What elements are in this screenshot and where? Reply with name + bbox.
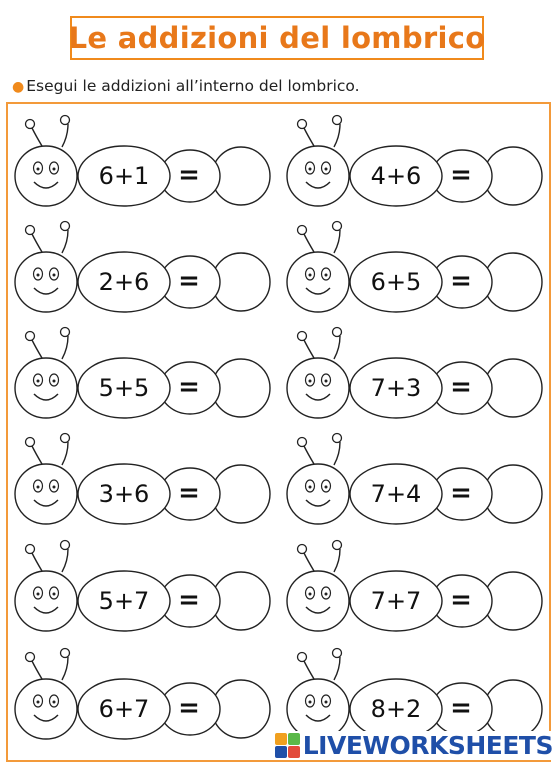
antenna-tip bbox=[333, 649, 342, 658]
answer-input[interactable] bbox=[212, 256, 270, 308]
answer-input[interactable] bbox=[212, 575, 270, 627]
antenna-tip bbox=[61, 222, 70, 231]
pupil bbox=[37, 486, 40, 489]
antenna-tip bbox=[333, 222, 342, 231]
logo-block bbox=[275, 746, 287, 758]
antenna bbox=[62, 549, 68, 572]
addition-operation: 5+7 bbox=[98, 587, 150, 615]
answer-input[interactable] bbox=[484, 256, 542, 308]
pupil bbox=[325, 168, 328, 171]
equals-sign: = bbox=[178, 266, 200, 296]
logo-text: LIVEWORKSHEETS bbox=[302, 731, 553, 760]
pupil bbox=[53, 486, 56, 489]
answer-input[interactable] bbox=[212, 150, 270, 202]
equals-sign: = bbox=[178, 160, 200, 190]
antenna bbox=[32, 340, 42, 358]
antenna bbox=[304, 340, 314, 358]
equals-sign: = bbox=[178, 372, 200, 402]
pupil bbox=[325, 486, 328, 489]
worm-head bbox=[287, 679, 349, 739]
antenna-tip bbox=[26, 226, 35, 235]
answer-input[interactable] bbox=[484, 150, 542, 202]
addition-operation: 7+3 bbox=[370, 374, 422, 402]
pupil bbox=[53, 380, 56, 383]
antenna-tip bbox=[298, 438, 307, 447]
answer-input[interactable] bbox=[484, 683, 542, 735]
antenna-tip bbox=[333, 434, 342, 443]
pupil bbox=[37, 168, 40, 171]
pupil bbox=[53, 168, 56, 171]
addition-operation: 7+7 bbox=[370, 587, 422, 615]
liveworksheets-logo bbox=[273, 731, 553, 760]
antenna-tip bbox=[26, 332, 35, 341]
equals-sign: = bbox=[450, 160, 472, 190]
pupil bbox=[325, 274, 328, 277]
page-title: Le addizioni del lombrico bbox=[68, 21, 486, 55]
answer-input[interactable] bbox=[212, 468, 270, 520]
antenna-tip bbox=[26, 120, 35, 129]
antenna bbox=[32, 234, 42, 252]
pupil bbox=[53, 274, 56, 277]
antenna-tip bbox=[298, 226, 307, 235]
logo-block bbox=[288, 746, 300, 758]
pupil bbox=[325, 380, 328, 383]
pupil bbox=[325, 701, 328, 704]
antenna bbox=[32, 128, 42, 146]
antenna-tip bbox=[333, 116, 342, 125]
instruction-text: Esegui le addizioni all’interno del lombrico. bbox=[26, 77, 360, 95]
antenna bbox=[304, 553, 314, 571]
antenna bbox=[334, 336, 340, 359]
worm-head bbox=[15, 571, 77, 631]
addition-operation: 8+2 bbox=[370, 695, 422, 723]
worm-head bbox=[15, 252, 77, 312]
antenna bbox=[334, 230, 340, 253]
antenna-tip bbox=[61, 328, 70, 337]
antenna-tip bbox=[298, 653, 307, 662]
pupil bbox=[37, 274, 40, 277]
antenna bbox=[62, 230, 68, 253]
pupil bbox=[309, 274, 312, 277]
antenna-tip bbox=[298, 332, 307, 341]
answer-input[interactable] bbox=[484, 468, 542, 520]
addition-operation: 5+5 bbox=[98, 374, 150, 402]
pupil bbox=[37, 593, 40, 596]
antenna-tip bbox=[26, 545, 35, 554]
worm-head bbox=[287, 464, 349, 524]
bullet-icon: ● bbox=[12, 79, 25, 95]
antenna-tip bbox=[61, 434, 70, 443]
equals-sign: = bbox=[178, 693, 200, 723]
pupil bbox=[309, 380, 312, 383]
antenna bbox=[304, 661, 314, 679]
antenna-tip bbox=[298, 545, 307, 554]
antenna-tip bbox=[61, 649, 70, 658]
worm-head bbox=[287, 252, 349, 312]
equals-sign: = bbox=[450, 372, 472, 402]
addition-operation: 4+6 bbox=[370, 162, 422, 190]
equals-sign: = bbox=[450, 478, 472, 508]
antenna-tip bbox=[298, 120, 307, 129]
antenna-tip bbox=[333, 328, 342, 337]
equals-sign: = bbox=[450, 266, 472, 296]
pupil bbox=[325, 593, 328, 596]
pupil bbox=[309, 701, 312, 704]
antenna bbox=[334, 124, 340, 147]
pupil bbox=[37, 701, 40, 704]
antenna bbox=[62, 124, 68, 147]
equals-sign: = bbox=[450, 585, 472, 615]
answer-input[interactable] bbox=[484, 362, 542, 414]
pupil bbox=[309, 168, 312, 171]
pupil bbox=[309, 593, 312, 596]
antenna-tip bbox=[333, 541, 342, 550]
antenna bbox=[32, 553, 42, 571]
answer-input[interactable] bbox=[212, 683, 270, 735]
equals-sign: = bbox=[178, 478, 200, 508]
equals-sign: = bbox=[178, 585, 200, 615]
antenna bbox=[304, 128, 314, 146]
pupil bbox=[309, 486, 312, 489]
antenna bbox=[304, 234, 314, 252]
antenna-tip bbox=[26, 438, 35, 447]
worm-head bbox=[287, 146, 349, 206]
worm-head bbox=[287, 358, 349, 418]
equals-sign: = bbox=[450, 693, 472, 723]
addition-operation: 6+7 bbox=[98, 695, 150, 723]
antenna bbox=[32, 661, 42, 679]
addition-operation: 7+4 bbox=[370, 480, 422, 508]
addition-operation: 6+5 bbox=[370, 268, 422, 296]
worm-head bbox=[15, 464, 77, 524]
worm-head bbox=[287, 571, 349, 631]
antenna bbox=[334, 442, 340, 465]
worm-head bbox=[15, 679, 77, 739]
addition-operation: 2+6 bbox=[98, 268, 150, 296]
antenna bbox=[62, 336, 68, 359]
pupil bbox=[37, 380, 40, 383]
answer-input[interactable] bbox=[484, 575, 542, 627]
antenna bbox=[32, 446, 42, 464]
antenna-tip bbox=[61, 116, 70, 125]
logo-block bbox=[288, 733, 300, 745]
logo-block bbox=[275, 733, 287, 745]
antenna bbox=[62, 442, 68, 465]
antenna bbox=[304, 446, 314, 464]
answer-input[interactable] bbox=[212, 362, 270, 414]
logo-blocks-icon bbox=[275, 733, 300, 758]
worm-head bbox=[15, 146, 77, 206]
addition-operation: 6+1 bbox=[98, 162, 150, 190]
antenna bbox=[334, 657, 340, 680]
antenna-tip bbox=[26, 653, 35, 662]
antenna-tip bbox=[61, 541, 70, 550]
pupil bbox=[53, 593, 56, 596]
pupil bbox=[53, 701, 56, 704]
antenna bbox=[334, 549, 340, 572]
antenna bbox=[62, 657, 68, 680]
worm-head bbox=[15, 358, 77, 418]
addition-operation: 3+6 bbox=[98, 480, 150, 508]
